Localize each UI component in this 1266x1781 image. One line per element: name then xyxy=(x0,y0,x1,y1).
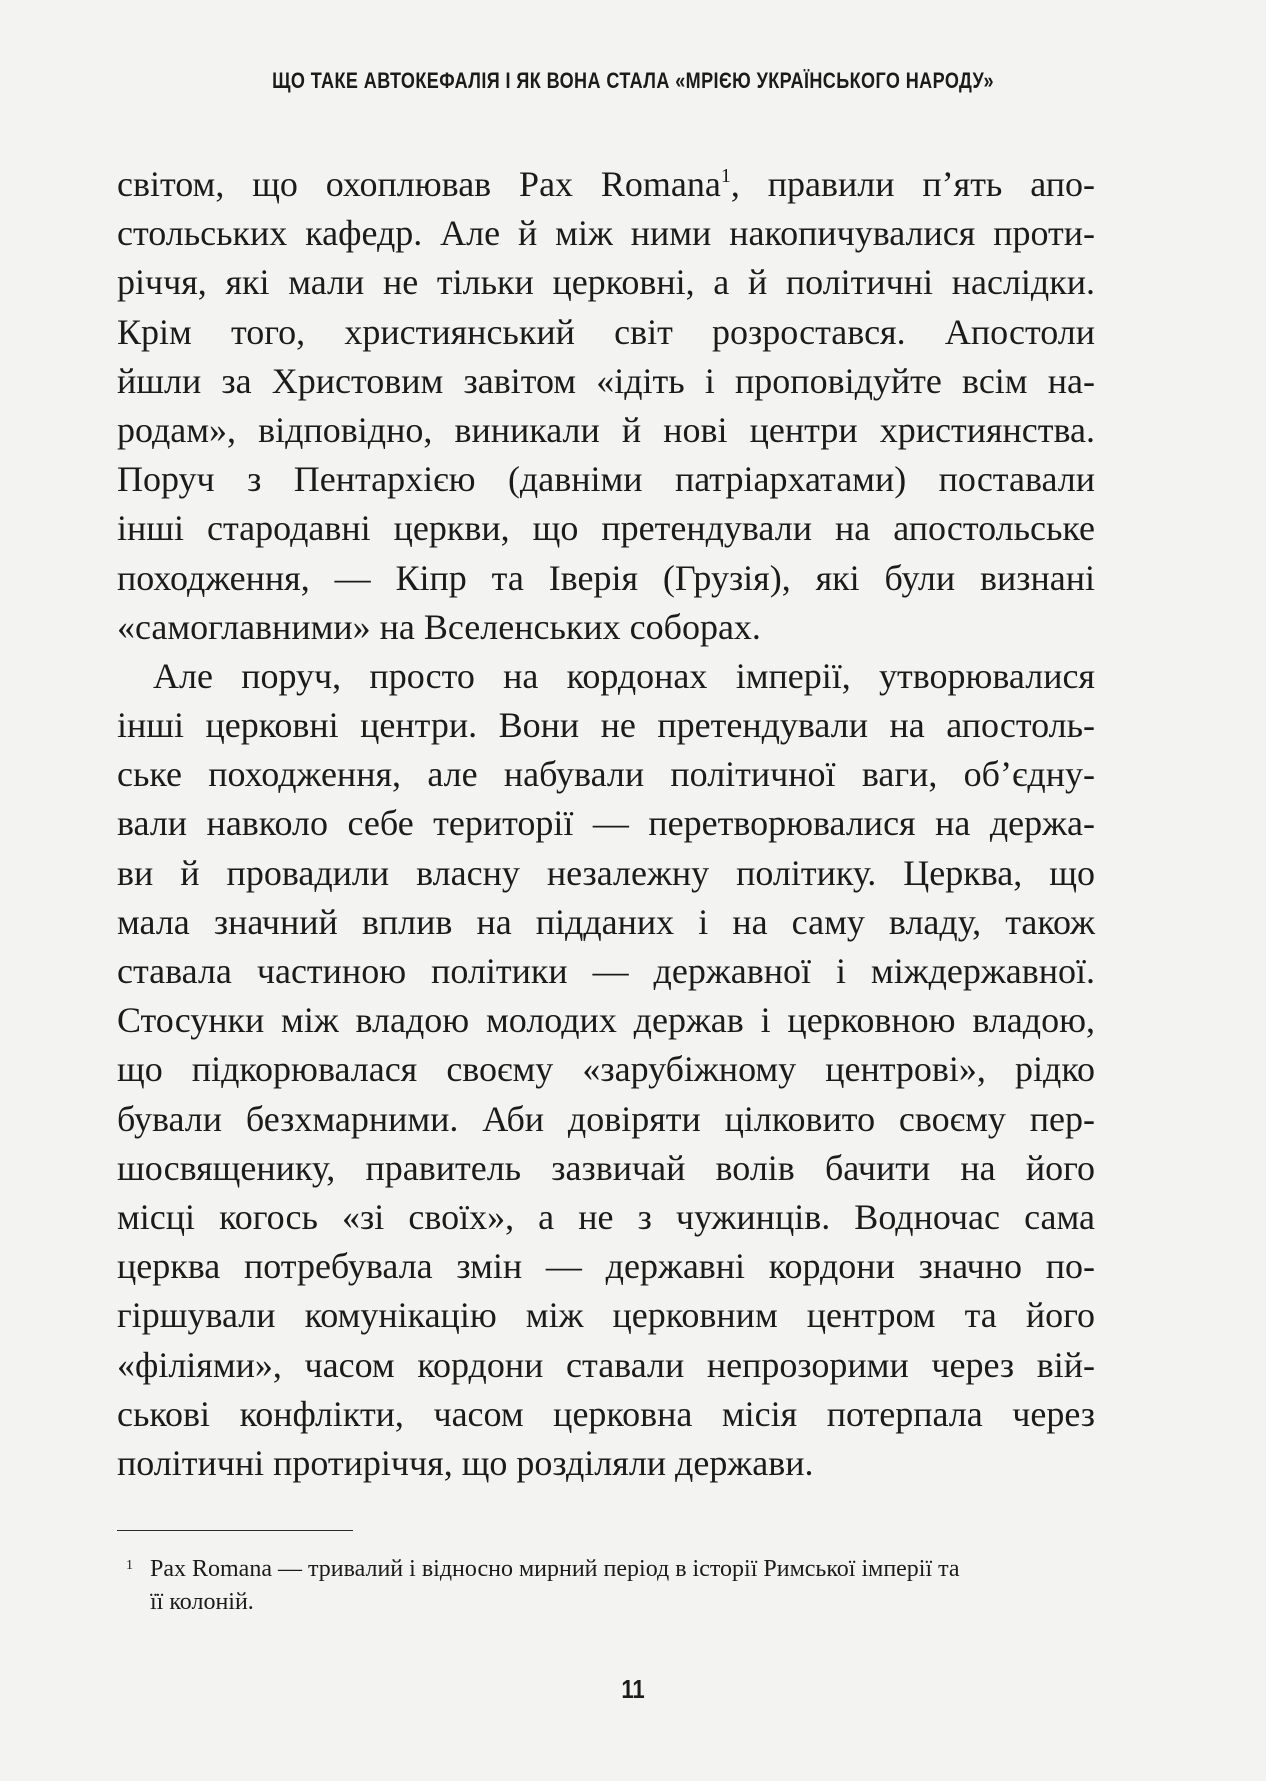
paragraph-1-line: Крім того, християнський світ розростався. Апостоли xyxy=(117,311,1095,352)
paragraph-1-line: «самоглавними» на Вселенських соборах. xyxy=(117,606,761,647)
footnote-body xyxy=(150,1553,1095,1619)
footnote-separator xyxy=(117,1530,353,1531)
body-text xyxy=(117,160,1095,1488)
paragraph-1-line: інші стародавні церкви, що претендували на апостольське xyxy=(117,508,1095,549)
paragraph-1-line: походження, — Кіпр та Іверія (Грузія), які були визнані xyxy=(117,557,1095,598)
footnote-reference: 1 xyxy=(720,165,731,187)
line-text-after-footnote-ref: , правили п’ять апо- xyxy=(730,164,1095,204)
paragraph-1-line: річчя, які мали не тільки церковні, а й політичні наслідки. xyxy=(117,262,1095,303)
paragraph-2-line: ське походження, але набували політичної ваги, об’єдну- xyxy=(117,754,1095,795)
paragraph-2-line: ставала частиною політики — державної і міждержавної. xyxy=(117,951,1095,991)
paragraph-1-line: родам», відповідно, виникали й нові центри християнства. xyxy=(117,409,1095,450)
paragraph-2-line: політичні протиріччя, що розділяли держави. xyxy=(117,1442,814,1483)
paragraph-1-line: Поруч з Пентархією (давніми патріархатами) поставали xyxy=(117,459,1095,500)
paragraph-2-line: ви й провадили власну незалежну політику. Церква, що xyxy=(117,852,1095,893)
line-text-before-footnote-ref: світом, що охоплював Pax Romana xyxy=(117,164,721,204)
footnote xyxy=(117,1553,1095,1619)
footnote-line: її колоній. xyxy=(150,1589,254,1615)
paragraph-2-line: вали навколо себе території — перетворювалися на держа- xyxy=(117,803,1095,844)
footnote-line: Pax Romana — тривалий і відносно мирний період в історії Римської імперії та xyxy=(150,1556,960,1582)
paragraph-2-line: церква потребувала змін — державні кордони значно по- xyxy=(117,1246,1095,1287)
page-number: 11 xyxy=(621,1674,645,1704)
paragraph-2-line: інші церковні центри. Вони не претендували на апостоль- xyxy=(117,705,1095,746)
running-head: ЩО ТАКЕ АВТОКЕФАЛІЯ І ЯК ВОНА СТАЛА «МРІЄЮ УКРАЇНСЬКОГО НАРОДУ» xyxy=(272,68,994,93)
paragraph-2-line: шосвященику, правитель зазвичай волів бачити на його xyxy=(117,1147,1095,1188)
paragraph-2-line: ськові конфлікти, часом церковна місія потерпала через xyxy=(117,1393,1095,1434)
paragraph-1-line-1 xyxy=(117,160,1095,209)
paragraph-2-line: Стосунки між владою молодих держав і церковною владою, xyxy=(117,1000,1095,1041)
paragraph-2-line: місці когось «зі своїх», а не з чужинців. Водночас сама xyxy=(117,1196,1095,1237)
paragraph-2-line: «філіями», часом кордони ставали непрозорими через вій- xyxy=(117,1344,1095,1385)
paragraph-1-line: йшли за Христовим завітом «ідіть і проповідуйте всім на- xyxy=(117,360,1095,401)
paragraph-2-line: мала значний вплив на підданих і на саму владу, також xyxy=(117,901,1095,942)
paragraph-2-line: гіршували комунікацію між церковним центром та його xyxy=(117,1295,1095,1336)
paragraph-2-line: що підкорювалася своєму «зарубіжному центрові», рідко xyxy=(117,1049,1095,1090)
paragraph-2-line: бували безхмарними. Аби довіряти цілковито своєму пер- xyxy=(117,1098,1095,1139)
footnote-mark: 1 xyxy=(126,1558,133,1573)
paragraph-1-line: стольських кафедр. Але й між ними накопичувалися проти- xyxy=(117,213,1095,254)
paragraph-2-line: Але поруч, просто на кордонах імперії, утворювалися xyxy=(153,655,1095,696)
